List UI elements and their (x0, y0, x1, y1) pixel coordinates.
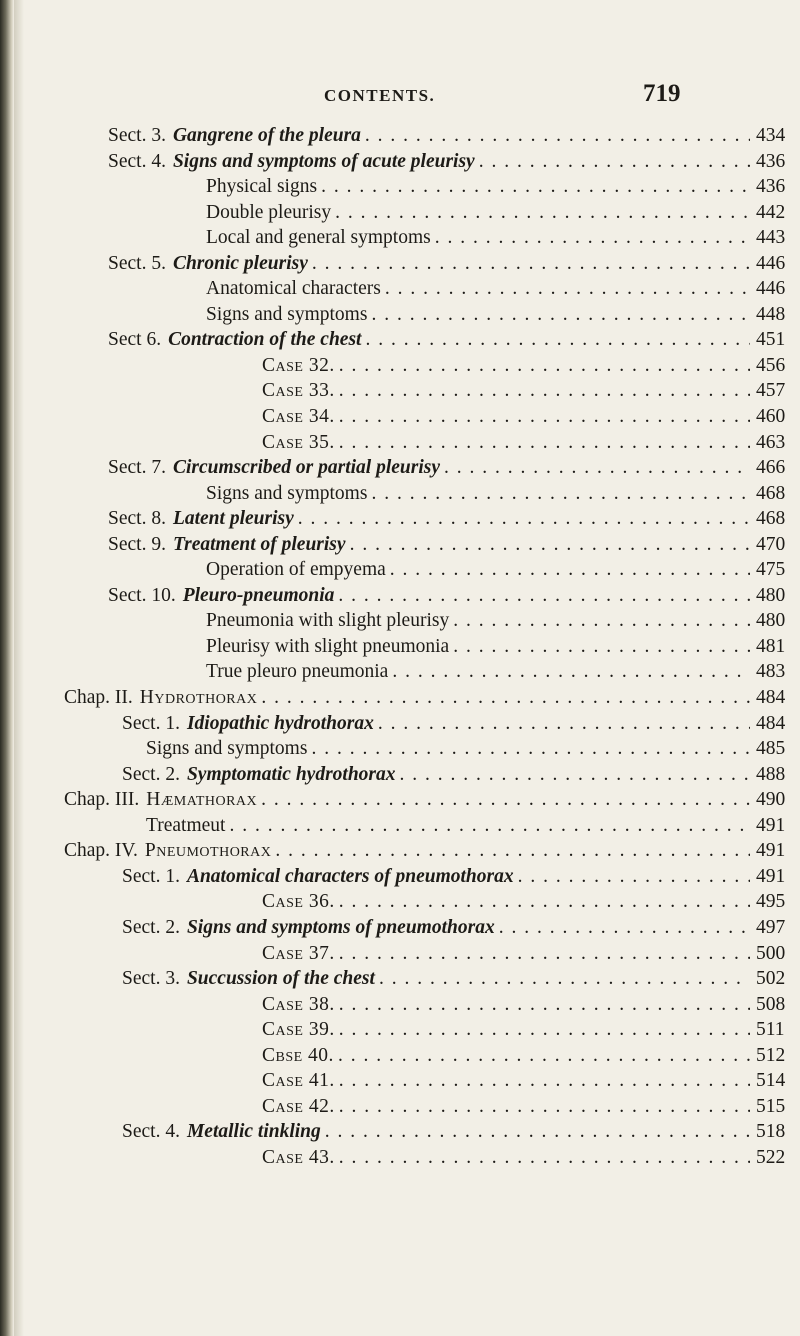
toc-entry (0, 174, 800, 200)
dot-leader (365, 327, 750, 353)
toc-entry (0, 1068, 800, 1094)
dot-leader (453, 634, 750, 660)
entry-page-number: 460 (756, 406, 786, 428)
entry-title: Signs and symptoms (206, 482, 368, 504)
entry-page-number: 468 (756, 482, 786, 504)
table-of-contents (0, 123, 800, 1170)
entry-label: Sect. 7. (108, 457, 166, 479)
entry-title: Operation of empyema (206, 559, 386, 581)
entry-title: Physical signs (206, 176, 318, 198)
entry-page-number: 451 (756, 329, 786, 351)
toc-entry (0, 455, 800, 481)
dot-leader (339, 1068, 750, 1094)
page-header (0, 78, 800, 110)
entry-page-number: 491 (756, 865, 786, 887)
entry-page-number: 483 (756, 661, 786, 683)
dot-leader (339, 1017, 750, 1043)
dot-leader (339, 992, 750, 1018)
entry-title: Signs and symptoms (146, 738, 308, 760)
dot-leader (518, 864, 750, 890)
entry-page-number: 466 (756, 457, 786, 479)
dot-leader (338, 1043, 750, 1069)
entry-title: Case 38. (262, 993, 335, 1015)
entry-title: Case 36. (262, 891, 335, 913)
toc-entry (0, 915, 800, 941)
entry-label: Sect. 4. (122, 1121, 180, 1143)
entry-label: Sect. 2. (122, 763, 180, 785)
entry-label: Sect. 1. (122, 712, 180, 734)
entry-title: Case 35. (262, 431, 335, 453)
dot-leader (339, 378, 750, 404)
dot-leader (390, 557, 750, 583)
entry-page-number: 470 (756, 533, 786, 555)
toc-entry (0, 225, 800, 251)
dot-leader (339, 889, 750, 915)
toc-entry (0, 149, 800, 175)
dot-leader (371, 302, 750, 328)
toc-entry (0, 659, 800, 685)
entry-label: Sect 6. (108, 329, 162, 351)
entry-page-number: 485 (756, 738, 786, 760)
toc-entry (0, 787, 800, 813)
entry-title: Gangrene of the pleura (172, 125, 361, 146)
entry-page-number: 446 (756, 278, 786, 300)
toc-entry (0, 302, 800, 328)
dot-leader (229, 813, 750, 839)
dot-leader (435, 225, 750, 251)
entry-title: Metallic tinkling (186, 1121, 321, 1143)
entry-title: Pneumonia with slight pleurisy (206, 610, 450, 632)
dot-leader (335, 200, 750, 226)
toc-entry (0, 1119, 800, 1145)
entry-title: Treatment of pleurisy (172, 533, 346, 555)
toc-entry (0, 838, 800, 864)
entry-page-number: 508 (756, 993, 786, 1015)
entry-page-number: 442 (756, 201, 786, 223)
dot-leader (298, 506, 750, 532)
entry-page-number: 468 (756, 508, 786, 530)
entry-page-number: 522 (756, 1146, 786, 1168)
entry-title: Signs and symptoms of acute pleurisy (172, 150, 475, 172)
toc-entry (0, 966, 800, 992)
entry-page-number: 434 (756, 125, 786, 146)
dot-leader (400, 762, 750, 788)
toc-entry (0, 557, 800, 583)
dot-leader (339, 1094, 750, 1120)
entry-label: Sect. 8. (108, 508, 166, 530)
toc-entry (0, 1145, 800, 1171)
entry-title: Symptomatic hydrothorax (186, 763, 396, 785)
entry-title: Cbse 40. (262, 1044, 334, 1066)
toc-entry (0, 889, 800, 915)
entry-title: Case 41. (262, 1070, 335, 1092)
entry-label: Chap. IV. (64, 840, 138, 862)
entry-title: Case 42. (262, 1095, 335, 1117)
toc-entry (0, 1017, 800, 1043)
toc-entry (0, 634, 800, 660)
dot-leader (339, 430, 750, 456)
dot-leader (321, 174, 750, 200)
entry-page-number: 456 (756, 354, 786, 376)
entry-page-number: 436 (756, 176, 786, 198)
entry-page-number: 518 (756, 1121, 786, 1143)
entry-page-number: 502 (756, 968, 786, 990)
toc-entry (0, 200, 800, 226)
dot-leader (371, 481, 750, 507)
dot-leader (339, 1145, 750, 1171)
entry-page-number: 457 (756, 380, 786, 402)
entry-page-number: 491 (756, 814, 786, 836)
entry-page-number: 436 (756, 150, 786, 172)
toc-entry (0, 123, 800, 149)
page-number: 719 (643, 80, 681, 107)
dot-leader (378, 711, 750, 737)
entry-page-number: 480 (756, 610, 786, 632)
toc-entry (0, 711, 800, 737)
dot-leader (453, 608, 750, 634)
entry-label: Sect. 2. (122, 916, 180, 938)
entry-page-number: 446 (756, 252, 786, 274)
entry-title: Local and general symptoms (206, 227, 431, 249)
toc-entry (0, 608, 800, 634)
entry-page-number: 463 (756, 431, 786, 453)
entry-page-number: 481 (756, 635, 786, 657)
running-title: CONTENTS. (324, 86, 436, 105)
dot-leader (350, 532, 750, 558)
entry-label: Sect. 1. (122, 865, 180, 887)
dot-leader (339, 353, 750, 379)
entry-label: Sect. 5. (108, 252, 166, 274)
entry-title: Hæmathorax (146, 789, 258, 811)
entry-label: Sect. 4. (108, 150, 166, 172)
toc-entry (0, 430, 800, 456)
entry-title: Case 39. (262, 1019, 335, 1041)
dot-leader (311, 736, 750, 762)
toc-entry (0, 327, 800, 353)
entry-title: Case 32. (262, 354, 335, 376)
entry-title: Hydrothorax (139, 687, 258, 709)
dot-leader (312, 251, 750, 277)
dot-leader (325, 1119, 750, 1145)
entry-title: Case 43. (262, 1146, 335, 1168)
entry-page-number: 475 (756, 559, 786, 581)
entry-label: Sect. 3. (108, 125, 166, 146)
toc-entry (0, 1094, 800, 1120)
entry-page-number: 484 (756, 712, 786, 734)
dot-leader (385, 276, 750, 302)
entry-title: True pleuro pneumonia (206, 661, 389, 683)
toc-entry (0, 506, 800, 532)
dot-leader (479, 149, 750, 175)
entry-page-number: 491 (756, 840, 786, 862)
entry-page-number: 512 (756, 1044, 786, 1066)
dot-leader (339, 941, 750, 967)
entry-title: Treatmeut (146, 814, 226, 836)
toc-entry (0, 1043, 800, 1069)
entry-page-number: 484 (756, 687, 786, 709)
entry-title: Pleurisy with slight pneumonia (206, 635, 450, 657)
toc-entry (0, 481, 800, 507)
toc-entry (0, 813, 800, 839)
dot-leader (261, 685, 750, 711)
toc-entry (0, 353, 800, 379)
entry-title: Double pleurisy (206, 201, 332, 223)
entry-page-number: 448 (756, 303, 786, 325)
entry-title: Pneumothorax (144, 840, 272, 862)
entry-label: Chap. III. (64, 789, 140, 811)
entry-page-number: 488 (756, 763, 786, 785)
toc-entry (0, 992, 800, 1018)
dot-leader (338, 583, 750, 609)
entry-title: Signs and symptoms (206, 303, 368, 325)
dot-leader (379, 966, 750, 992)
dot-leader (365, 123, 750, 149)
entry-title: Anatomical characters (206, 278, 381, 300)
entry-page-number: 515 (756, 1095, 786, 1117)
entry-title: Case 37. (262, 942, 335, 964)
entry-page-number: 495 (756, 891, 786, 913)
entry-page-number: 511 (756, 1019, 785, 1041)
toc-entry (0, 532, 800, 558)
entry-title: Idiopathic hydrothorax (186, 712, 374, 734)
entry-title: Signs and symptoms of pneumothorax (186, 916, 495, 938)
entry-label: Sect. 10. (108, 584, 176, 606)
dot-leader (392, 659, 750, 685)
toc-entry (0, 762, 800, 788)
entry-title: Contraction of the chest (168, 329, 362, 351)
entry-page-number: 480 (756, 584, 786, 606)
dot-leader (444, 455, 750, 481)
entry-page-number: 497 (756, 916, 786, 938)
dot-leader (499, 915, 750, 941)
entry-label: Chap. II. (64, 687, 133, 709)
entry-title: Anatomical characters of pneumothorax (186, 865, 514, 887)
entry-title: Circumscribed or partial pleurisy (172, 457, 441, 479)
toc-entry (0, 404, 800, 430)
toc-entry (0, 864, 800, 890)
entry-title: Case 34. (262, 406, 335, 428)
toc-entry (0, 276, 800, 302)
dot-leader (261, 787, 750, 813)
toc-entry (0, 583, 800, 609)
entry-page-number: 500 (756, 942, 786, 964)
entry-title: Succussion of the chest (186, 968, 375, 990)
toc-entry (0, 251, 800, 277)
dot-leader (339, 404, 750, 430)
dot-leader (275, 838, 750, 864)
entry-page-number: 514 (756, 1070, 786, 1092)
toc-entry (0, 941, 800, 967)
entry-label: Sect. 9. (108, 533, 166, 555)
toc-entry (0, 378, 800, 404)
entry-page-number: 443 (756, 227, 786, 249)
entry-page-number: 490 (756, 789, 786, 811)
entry-title: Pleuro-pneumonia (182, 584, 335, 606)
toc-entry (0, 685, 800, 711)
entry-title: Case 33. (262, 380, 335, 402)
entry-title: Latent pleurisy (172, 508, 294, 530)
entry-label: Sect. 3. (122, 968, 180, 990)
toc-entry (0, 736, 800, 762)
entry-title: Chronic pleurisy (172, 252, 308, 274)
